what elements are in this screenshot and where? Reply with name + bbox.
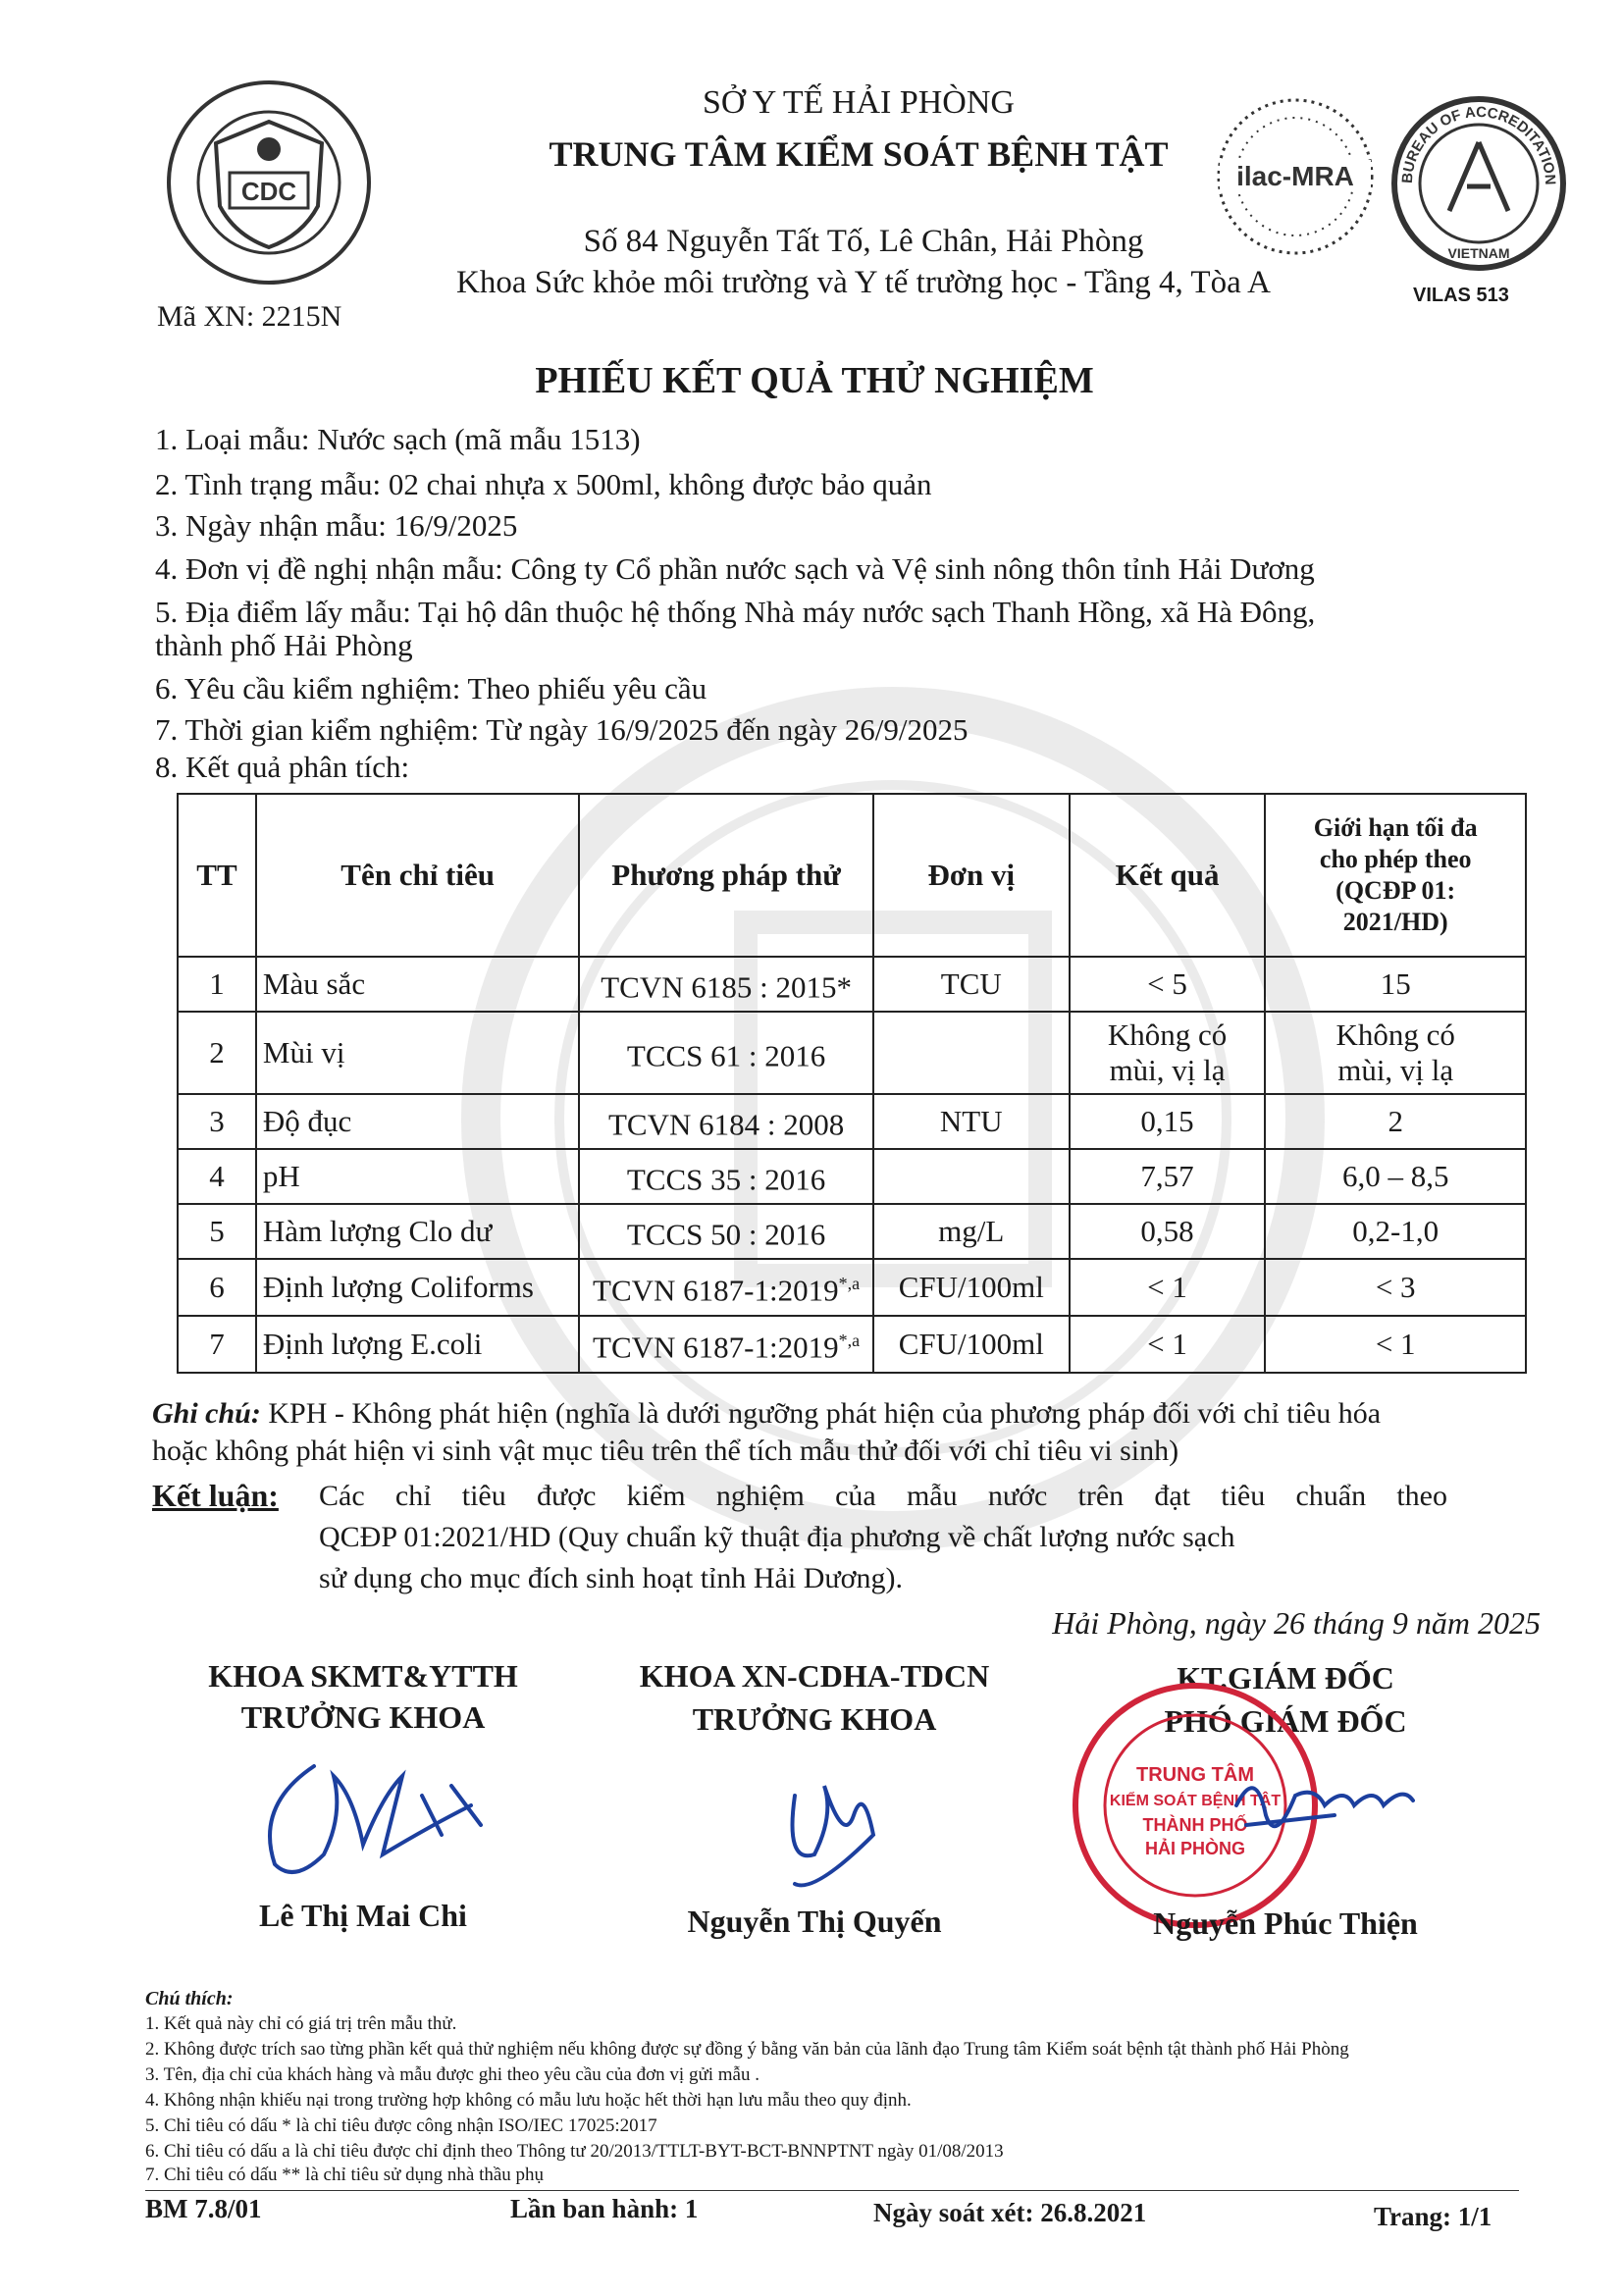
cell-result	[1070, 1204, 1266, 1259]
cell-text: TCU	[940, 966, 1002, 1001]
col-header-tt: TT	[178, 794, 256, 957]
org-department: Khoa Sức khỏe môi trường và Y tế trường học - Tầng 4, Tòa A	[456, 265, 1271, 300]
cell-limit	[1265, 1149, 1526, 1204]
footnote-item: 4. Không nhận khiếu nại trong trường hợp không có mẫu lưu hoặc hết thời hạn lưu mẫu theo quy định.	[145, 2090, 912, 2111]
cell-unit	[873, 1012, 1070, 1094]
signature-3	[1217, 1747, 1442, 1854]
cell-text: 15	[1380, 966, 1411, 1001]
cell-unit	[873, 1149, 1070, 1204]
info-line: 2. Tình trạng mẫu: 02 chai nhựa x 500ml, không được bảo quản	[155, 467, 932, 501]
cell-result	[1070, 957, 1266, 1012]
edition: Lần ban hành: 1	[510, 2194, 699, 2223]
cell-unit	[873, 1316, 1070, 1373]
stamp-line: THÀNH PHỐ	[1142, 1815, 1248, 1835]
cell-text: Không có	[1335, 1018, 1455, 1052]
info-line: 7. Thời gian kiểm nghiệm: Từ ngày 16/9/2025 đến ngày 26/9/2025	[155, 712, 969, 747]
conclusion-label: Kết luận:	[152, 1478, 279, 1513]
signature-dept: KHOA XN-CDHA-TDCN	[639, 1658, 990, 1694]
cell-text: Màu sắc	[262, 966, 366, 1001]
signature-dept: KHOA SKMT&YTTH	[208, 1658, 518, 1694]
cell-text: 5	[209, 1214, 225, 1248]
cell-method	[579, 957, 872, 1012]
cell-limit	[1265, 1204, 1526, 1259]
stamp-line: TRUNG TÂM	[1136, 1764, 1254, 1786]
cell-method	[579, 1094, 872, 1149]
note-line	[152, 1397, 1381, 1431]
footnote-item: 5. Chỉ tiêu có dấu * là chỉ tiêu được công nhận ISO/IEC 17025:2017	[145, 2115, 657, 2136]
cell-unit	[873, 1094, 1070, 1149]
cell-text: 1	[209, 966, 225, 1001]
cell-tt	[178, 1149, 256, 1204]
cell-text: mùi, vị lạ	[1109, 1053, 1226, 1087]
cell-tt	[178, 1094, 256, 1149]
note-line: hoặc không phát hiện vi sinh vật mục tiêu trên thể tích mẫu thử đối với chỉ tiêu vi sinh)	[152, 1435, 1179, 1467]
col-header-method: Phương pháp thử	[579, 794, 872, 957]
cell-text: Định lượng E.coli	[262, 1327, 483, 1361]
signature-role: TRƯỞNG KHOA	[240, 1699, 486, 1735]
cell-text: TCCS 61 : 2016	[626, 1038, 826, 1073]
signature-name: Nguyễn Thị Quyến	[687, 1904, 942, 1939]
limit-header-line: 2021/HD)	[1342, 908, 1448, 936]
info-line: 8. Kết quả phân tích:	[155, 750, 410, 784]
vilas-code: VILAS 513	[1413, 285, 1509, 306]
review-date: Ngày soát xét: 26.8.2021	[873, 2198, 1147, 2227]
cell-text: 6	[209, 1270, 225, 1304]
cell-text: 0,2-1,0	[1352, 1214, 1440, 1248]
cell-text: mg/L	[938, 1214, 1005, 1248]
document-title: PHIẾU KẾT QUẢ THỬ NGHIỆM	[535, 360, 1094, 401]
ilac-text: ilac-MRA	[1236, 161, 1354, 191]
table-header-row	[178, 794, 1526, 957]
cell-text: < 1	[1147, 1270, 1187, 1304]
cell-name	[256, 1259, 579, 1316]
cell-method	[579, 1012, 872, 1094]
results-table	[177, 793, 1527, 1374]
cell-text: TCVN 6184 : 2008	[607, 1107, 845, 1142]
cell-text: Độ đục	[262, 1104, 352, 1138]
cell-result	[1070, 1259, 1266, 1316]
cell-text: 7,57	[1140, 1159, 1194, 1193]
cell-text: mùi, vị lạ	[1337, 1053, 1454, 1087]
cell-text: 0,15	[1140, 1104, 1194, 1138]
signature-dept: KT.GIÁM ĐỐC	[1177, 1660, 1394, 1696]
org-address: Số 84 Nguyễn Tất Tố, Lê Chân, Hải Phòng	[583, 224, 1144, 259]
cell-method	[579, 1316, 872, 1373]
boa-country: VIETNAM	[1447, 245, 1510, 261]
cell-text: Mùi vị	[262, 1035, 345, 1070]
table-row	[178, 1094, 1526, 1149]
cell-text: CFU/100ml	[898, 1327, 1044, 1361]
cell-name	[256, 1149, 579, 1204]
cell-unit	[873, 1259, 1070, 1316]
table-row	[178, 1012, 1526, 1094]
cell-result	[1070, 1012, 1266, 1094]
cell-text: < 1	[1375, 1327, 1416, 1361]
cell-text: 3	[209, 1104, 225, 1138]
cell-text: 2	[1387, 1104, 1403, 1138]
info-line: 3. Ngày nhận mẫu: 16/9/2025	[155, 508, 518, 543]
signature-role: TRƯỞNG KHOA	[692, 1701, 937, 1737]
limit-header-line: cho phép theo	[1319, 845, 1472, 873]
table-row	[178, 1259, 1526, 1316]
cell-tt	[178, 1316, 256, 1373]
cell-tt	[178, 1259, 256, 1316]
cell-result	[1070, 1316, 1266, 1373]
cell-text: TCVN 6185 : 2015*	[601, 969, 852, 1005]
cell-method	[579, 1204, 872, 1259]
cell-text: 6,0 – 8,5	[1341, 1159, 1449, 1193]
signature-role: PHÓ GIÁM ĐỐC	[1164, 1703, 1407, 1739]
cell-text: 2	[209, 1035, 225, 1070]
cell-name	[256, 1316, 579, 1373]
cell-tt	[178, 1012, 256, 1094]
footer-divider	[145, 2190, 1519, 2191]
cell-name	[256, 957, 579, 1012]
col-header-unit: Đơn vị	[873, 794, 1070, 957]
col-header-limit	[1265, 794, 1526, 957]
cell-unit	[873, 1204, 1070, 1259]
info-line: 5. Địa điểm lấy mẫu: Tại hộ dân thuộc hệ thống Nhà máy nước sạch Thanh Hồng, xã Hà Đông,	[155, 595, 1316, 629]
cell-limit	[1265, 1316, 1526, 1373]
footnote-item: 1. Kết quả này chỉ có giá trị trên mẫu thử.	[145, 2013, 457, 2034]
cell-text: CFU/100ml	[898, 1270, 1044, 1304]
limit-header-line: Giới hạn tối đa	[1313, 813, 1478, 842]
sample-code: Mã XN: 2215N	[157, 300, 342, 333]
footnote-item: 2. Không được trích sao từng phần kết quả thử nghiệm nếu không được sự đồng ý bằng văn bản của lãnh đạo Trung tâm Kiểm soát bệnh tật thành phố Hải Phòng	[145, 2039, 1349, 2060]
cdc-logo-text: CDC	[240, 177, 297, 206]
note-text: KPH - Không phát hiện (nghĩa là dưới ngưỡng phát hiện của phương pháp đối với chỉ tiêu hóa	[260, 1397, 1382, 1430]
cell-sup: *,a	[838, 1274, 861, 1294]
cell-text: 7	[209, 1327, 225, 1361]
org-name: TRUNG TÂM KIỂM SOÁT BỆNH TẬT	[549, 134, 1169, 174]
stamp-line: KIỂM SOÁT BỆNH TẬT	[1109, 1793, 1282, 1809]
signature-1	[236, 1737, 530, 1894]
footnote-item: 6. Chỉ tiêu có dấu a là chỉ tiêu được chỉ định theo Thông tư 20/2013/TTLT-BYT-BCT-BNNPTNT ngày 01/08/2013	[145, 2141, 1004, 2162]
note-label: Ghi chú:	[152, 1397, 261, 1430]
footnotes-title: Chú thích:	[145, 1988, 234, 2009]
col-header-result: Kết quả	[1070, 794, 1266, 957]
conclusion-line: QCĐP 01:2021/HD (Quy chuẩn kỹ thuật địa phương về chất lượng nước sạch	[319, 1521, 1235, 1553]
info-line: 6. Yêu cầu kiểm nghiệm: Theo phiếu yêu cầu	[155, 671, 707, 705]
info-line: 1. Loại mẫu: Nước sạch (mã mẫu 1513)	[155, 422, 641, 456]
cell-name	[256, 1204, 579, 1259]
col-header-name: Tên chỉ tiêu	[256, 794, 579, 957]
cell-limit	[1265, 1094, 1526, 1149]
cell-text: 4	[209, 1159, 225, 1193]
cell-text: TCVN 6187-1:2019	[593, 1330, 839, 1365]
page-number: Trang: 1/1	[1374, 2202, 1492, 2231]
cell-method	[579, 1259, 872, 1316]
conclusion-line: sử dụng cho mục đích sinh hoạt tỉnh Hải Dương).	[319, 1562, 903, 1594]
cell-limit	[1265, 957, 1526, 1012]
cell-text: NTU	[939, 1104, 1003, 1138]
table-row	[178, 1204, 1526, 1259]
cell-text: Hàm lượng Clo dư	[262, 1214, 493, 1248]
cell-text: Định lượng Coliforms	[262, 1270, 534, 1304]
footnote-item: 7. Chỉ tiêu có dấu ** là chỉ tiêu sử dụng nhà thầu phụ	[145, 2165, 545, 2185]
cell-tt	[178, 1204, 256, 1259]
cell-text: TCCS 35 : 2016	[626, 1162, 826, 1197]
table-row	[178, 1149, 1526, 1204]
form-code: BM 7.8/01	[145, 2194, 262, 2223]
cell-tt	[178, 957, 256, 1012]
cell-result	[1070, 1094, 1266, 1149]
cell-text: Không có	[1107, 1018, 1228, 1052]
table-row	[178, 957, 1526, 1012]
cell-limit	[1265, 1012, 1526, 1094]
stamp-line: HẢI PHÒNG	[1144, 1839, 1246, 1858]
cell-unit	[873, 957, 1070, 1012]
cdc-logo	[165, 78, 373, 287]
date-place: Hải Phòng, ngày 26 tháng 9 năm 2025	[1052, 1605, 1541, 1641]
cell-method	[579, 1149, 872, 1204]
signature-2	[756, 1756, 913, 1904]
info-line: 4. Đơn vị đề nghị nhận mẫu: Công ty Cổ phần nước sạch và Vệ sinh nông thôn tỉnh Hải Dương	[155, 551, 1315, 586]
limit-header-line: (QCĐP 01:	[1335, 876, 1456, 905]
boa-logo	[1388, 93, 1570, 275]
cell-text: 0,58	[1140, 1214, 1194, 1248]
cell-text: < 1	[1147, 1327, 1187, 1361]
footnote-item: 3. Tên, địa chỉ của khách hàng và mẫu được ghi theo yêu cầu của đơn vị gửi mẫu .	[145, 2064, 759, 2085]
cell-name	[256, 1094, 579, 1149]
info-line: thành phố Hải Phòng	[155, 628, 413, 662]
org-parent: SỞ Y TẾ HẢI PHÒNG	[703, 84, 1015, 121]
cell-sup: *,a	[838, 1331, 861, 1351]
conclusion-line: Các chỉ tiêu được kiểm nghiệm của mẫu nước trên đạt tiêu chuẩn theo	[319, 1480, 1447, 1512]
cell-text: pH	[262, 1159, 300, 1193]
cell-result	[1070, 1149, 1266, 1204]
cell-name	[256, 1012, 579, 1094]
signature-name: Lê Thị Mai Chi	[259, 1898, 467, 1933]
cell-text: < 5	[1147, 966, 1187, 1001]
boa-text: BUREAU OF ACCREDITATION	[1398, 103, 1559, 185]
cell-text: TCCS 50 : 2016	[626, 1217, 826, 1252]
cell-text: < 3	[1375, 1270, 1416, 1304]
cell-text: TCVN 6187-1:2019	[593, 1273, 839, 1308]
signature-name: Nguyễn Phúc Thiện	[1153, 1905, 1418, 1941]
table-row	[178, 1316, 1526, 1373]
cell-limit	[1265, 1259, 1526, 1316]
